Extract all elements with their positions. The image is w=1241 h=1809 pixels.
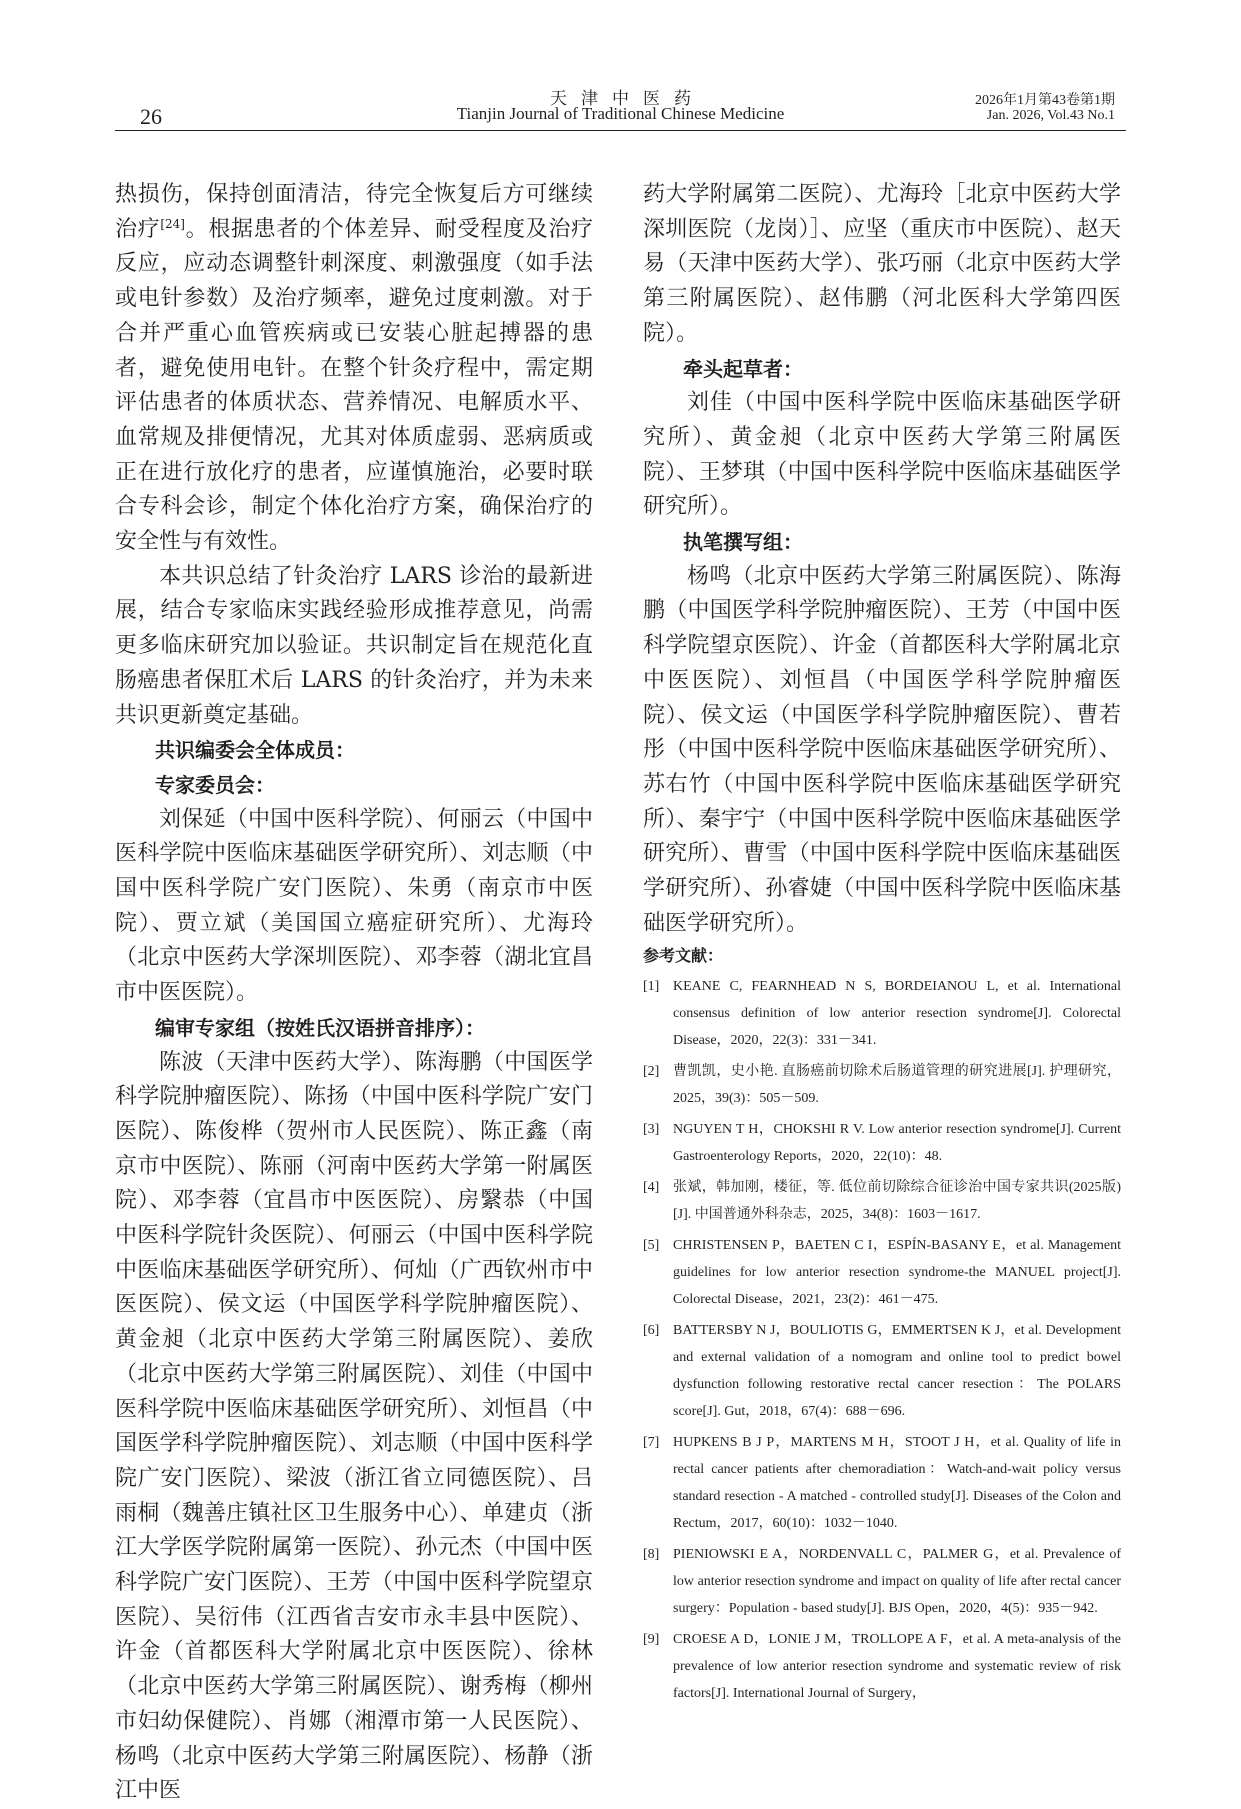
reference-item — [643, 1626, 1121, 1707]
paragraph-summary: 本共识总结了针灸治疗 LARS 诊治的最新进展，结合专家临床实践经验形成推荐意见，尚需更多临床研究加以验证。共识制定旨在规范化直肠癌患者保肛术后 LARS 的针灸治疗，并为未来共识更新奠定基础。 — [115, 563, 593, 728]
header-rule — [115, 130, 1126, 131]
reference-list — [643, 973, 1121, 1707]
reference-text: HUPKENS B J P，MARTENS M H，STOOT J H，et al. Quality of life in rectal cancer patients after chemoradiation：Watch-and-wait policy versus standard resection - A matched - controlled study[J]. Diseases of the Colon and Rectum，2017，60(10)：1032－1040. — [673, 1435, 1121, 1532]
heading-experts: 专家委员会： — [155, 772, 275, 797]
paragraph-text: 热损伤，保持创面清洁，待完全恢复后方可继续治疗 — [115, 182, 593, 242]
reference-number: [4] — [643, 1180, 660, 1196]
left-column — [115, 178, 593, 1809]
heading-writing-group: 执笔撰写组： — [683, 530, 803, 555]
reference-number: [3] — [643, 1122, 660, 1138]
reference-text: CHRISTENSEN P，BAETEN C I，ESPÍN-BASANY E，et al. Management guidelines for low anterior resection syndrome-the MANUEL project[J]. Colorectal Disease，2021，23(2)：461－475. — [673, 1238, 1121, 1308]
citation-marker: [24] — [160, 216, 185, 231]
reference-text: 曹凯凯，史小艳. 直肠癌前切除术后肠道管理的研究进展[J]. 护理研究，2025，39(3)：505－509. — [673, 1064, 1121, 1107]
reference-number: [6] — [643, 1323, 660, 1339]
reference-item — [643, 1232, 1121, 1313]
reference-number: [5] — [643, 1238, 660, 1254]
right-column — [643, 178, 1121, 1711]
reference-number: [1] — [643, 979, 660, 995]
reference-number: [8] — [643, 1547, 660, 1563]
issue-info-en: Jan. 2026, Vol.43 No.1 — [986, 108, 1115, 123]
paragraph-safety — [115, 178, 593, 560]
reference-number: [9] — [643, 1632, 660, 1648]
reference-item — [643, 1058, 1121, 1112]
reference-item — [643, 1116, 1121, 1170]
reference-item — [643, 1541, 1121, 1622]
paragraph-text: 。根据患者的个体差异、耐受程度及治疗反应，应动态调整针刺深度、刺激强度（如手法或电针参数）及治疗频率，避免过度刺激。对于合并严重心血管疾病或已安装心脏起搏器的患者，避免使用电针。在整个针灸疗程中，需定期评估患者的体质状态、营养情况、电解质水平、血常规及排便情况，尤其对体质虚弱、恶病质或正在进行放化疗的患者，应谨慎施治，必要时联合专科会诊，制定个体化治疗方案，确保治疗的安全性与有效性。 — [115, 216, 593, 555]
issue-info-cn: 2026年1月第43卷第1期 — [975, 93, 1115, 108]
reference-number: [2] — [643, 1064, 660, 1080]
journal-title-en: Tianjin Journal of Traditional Chinese Medicine — [456, 104, 785, 123]
reference-number: [7] — [643, 1435, 660, 1451]
reference-text: 张斌，韩加刚，楼征，等. 低位前切除综合征诊治中国专家共识(2025版)[J]. 中国普通外科杂志，2025，34(8)：1603－1617. — [673, 1180, 1121, 1223]
heading-review-group: 编审专家组（按姓氏汉语拼音排序）： — [155, 1015, 485, 1040]
paragraph-review-group-continued: 药大学附属第二医院）、尤海玲［北京中医药大学深圳医院（龙岗）］、应坚（重庆市中医院）、赵天易（天津中医药大学）、张巧丽（北京中医药大学第三附属医院）、赵伟鹏（河北医科大学第四医院）。 — [643, 182, 1121, 346]
reference-text: BATTERSBY N J，BOULIOTIS G，EMMERTSEN K J，et al. Development and external validation of a nomogram and online tool to predict bowel dysfunction following restorative rectal cancer resection：The POLARS score[J]. Gut，2018，67(4)：688－696. — [673, 1323, 1121, 1420]
journal-title-cn: 天津中医药 — [550, 89, 705, 109]
reference-item — [643, 1317, 1121, 1425]
paragraph-experts: 刘保延（中国中医科学院）、何丽云（中国中医科学院中医临床基础医学研究所）、刘志顺（中国中医科学院广安门医院）、朱勇（南京市中医院）、贾立斌（美国国立癌症研究所）、尤海玲（北京中医药大学深圳医院）、邓李蓉（湖北宜昌市中医医院）。 — [115, 806, 593, 1006]
reference-text: PIENIOWSKI E A，NORDENVALL C，PALMER G，et al. Prevalence of low anterior resection syndrome and impact on quality of life after rectal cancer surgery：Population - based study[J]. BJS Open，2020，4(5)：935－942. — [673, 1547, 1121, 1617]
reference-text: CROESE A D，LONIE J M，TROLLOPE A F，et al. A meta-analysis of the prevalence of low anterior resection syndrome and systematic review of risk factors[J]. International Journal of Surgery， — [673, 1632, 1121, 1702]
paragraph-review-group: 陈波（天津中医药大学）、陈海鹏（中国医学科学院肿瘤医院）、陈扬（中国中医科学院广安门医院）、陈俊桦（贺州市人民医院）、陈正鑫（南京市中医院）、陈丽（河南中医药大学第一附属医院）、邓李蓉（宜昌市中医医院）、房繄恭（中国中医科学院针灸医院）、何丽云（中国中医科学院中医临床基础医学研究所）、何灿（广西钦州市中医医院）、侯文运（中国医学科学院肿瘤医院）、黄金昶（北京中医药大学第三附属医院）、姜欣（北京中医药大学第三附属医院）、刘佳（中国中医科学院中医临床基础医学研究所）、刘恒昌（中国医学科学院肿瘤医院）、刘志顺（中国中医科学院广安门医院）、梁波（浙江省立同德医院）、吕雨桐（魏善庄镇社区卫生服务中心）、单建贞（浙江大学医学院附属第一医院）、孙元杰（中国中医科学院广安门医院）、王芳（中国中医科学院望京医院）、吴衍伟（江西省吉安市永丰县中医院）、许金（首都医科大学附属北京中医医院）、徐林（北京中医药大学第三附属医院）、谢秀梅（柳州市妇幼保健院）、肖娜（湘潭市第一人民医院）、杨鸣（北京中医药大学第三附属医院）、杨静（浙江中医 — [115, 1049, 593, 1804]
reference-text: NGUYEN T H，CHOKSHI R V. Low anterior resection syndrome[J]. Current Gastroenterology Reports，2020，22(10)：48. — [673, 1122, 1121, 1165]
paragraph-writing-group: 杨鸣（北京中医药大学第三附属医院）、陈海鹏（中国医学科学院肿瘤医院）、王芳（中国中医科学院望京医院）、许金（首都医科大学附属北京中医医院）、刘恒昌（中国医学科学院肿瘤医院）、侯文运（中国医学科学院肿瘤医院）、曹若彤（中国中医科学院中医临床基础医学研究所）、苏右竹（中国中医科学院中医临床基础医学研究所）、秦宇宁（中国中医科学院中医临床基础医学研究所）、曹雪（中国中医科学院中医临床基础医学研究所）、孙睿婕（中国中医科学院中医临床基础医学研究所）。 — [643, 563, 1121, 936]
references-heading: 参考文献： — [643, 946, 724, 966]
heading-lead-drafters: 牵头起草者： — [683, 356, 803, 381]
heading-committee: 共识编委会全体成员： — [155, 738, 355, 763]
reference-item — [643, 1429, 1121, 1537]
reference-item — [643, 973, 1121, 1054]
paragraph-lead-drafters: 刘佳（中国中医科学院中医临床基础医学研究所）、黄金昶（北京中医药大学第三附属医院）、王梦琪（中国中医科学院中医临床基础医学研究所）。 — [643, 390, 1121, 520]
reference-item — [643, 1174, 1121, 1228]
reference-text: KEANE C, FEARNHEAD N S, BORDEIANOU L, et al. International consensus definition of low anterior resection syndrome[J]. Colorectal Disease，2020，22(3)：331－341. — [673, 979, 1121, 1049]
page-number: 26 — [140, 104, 162, 129]
